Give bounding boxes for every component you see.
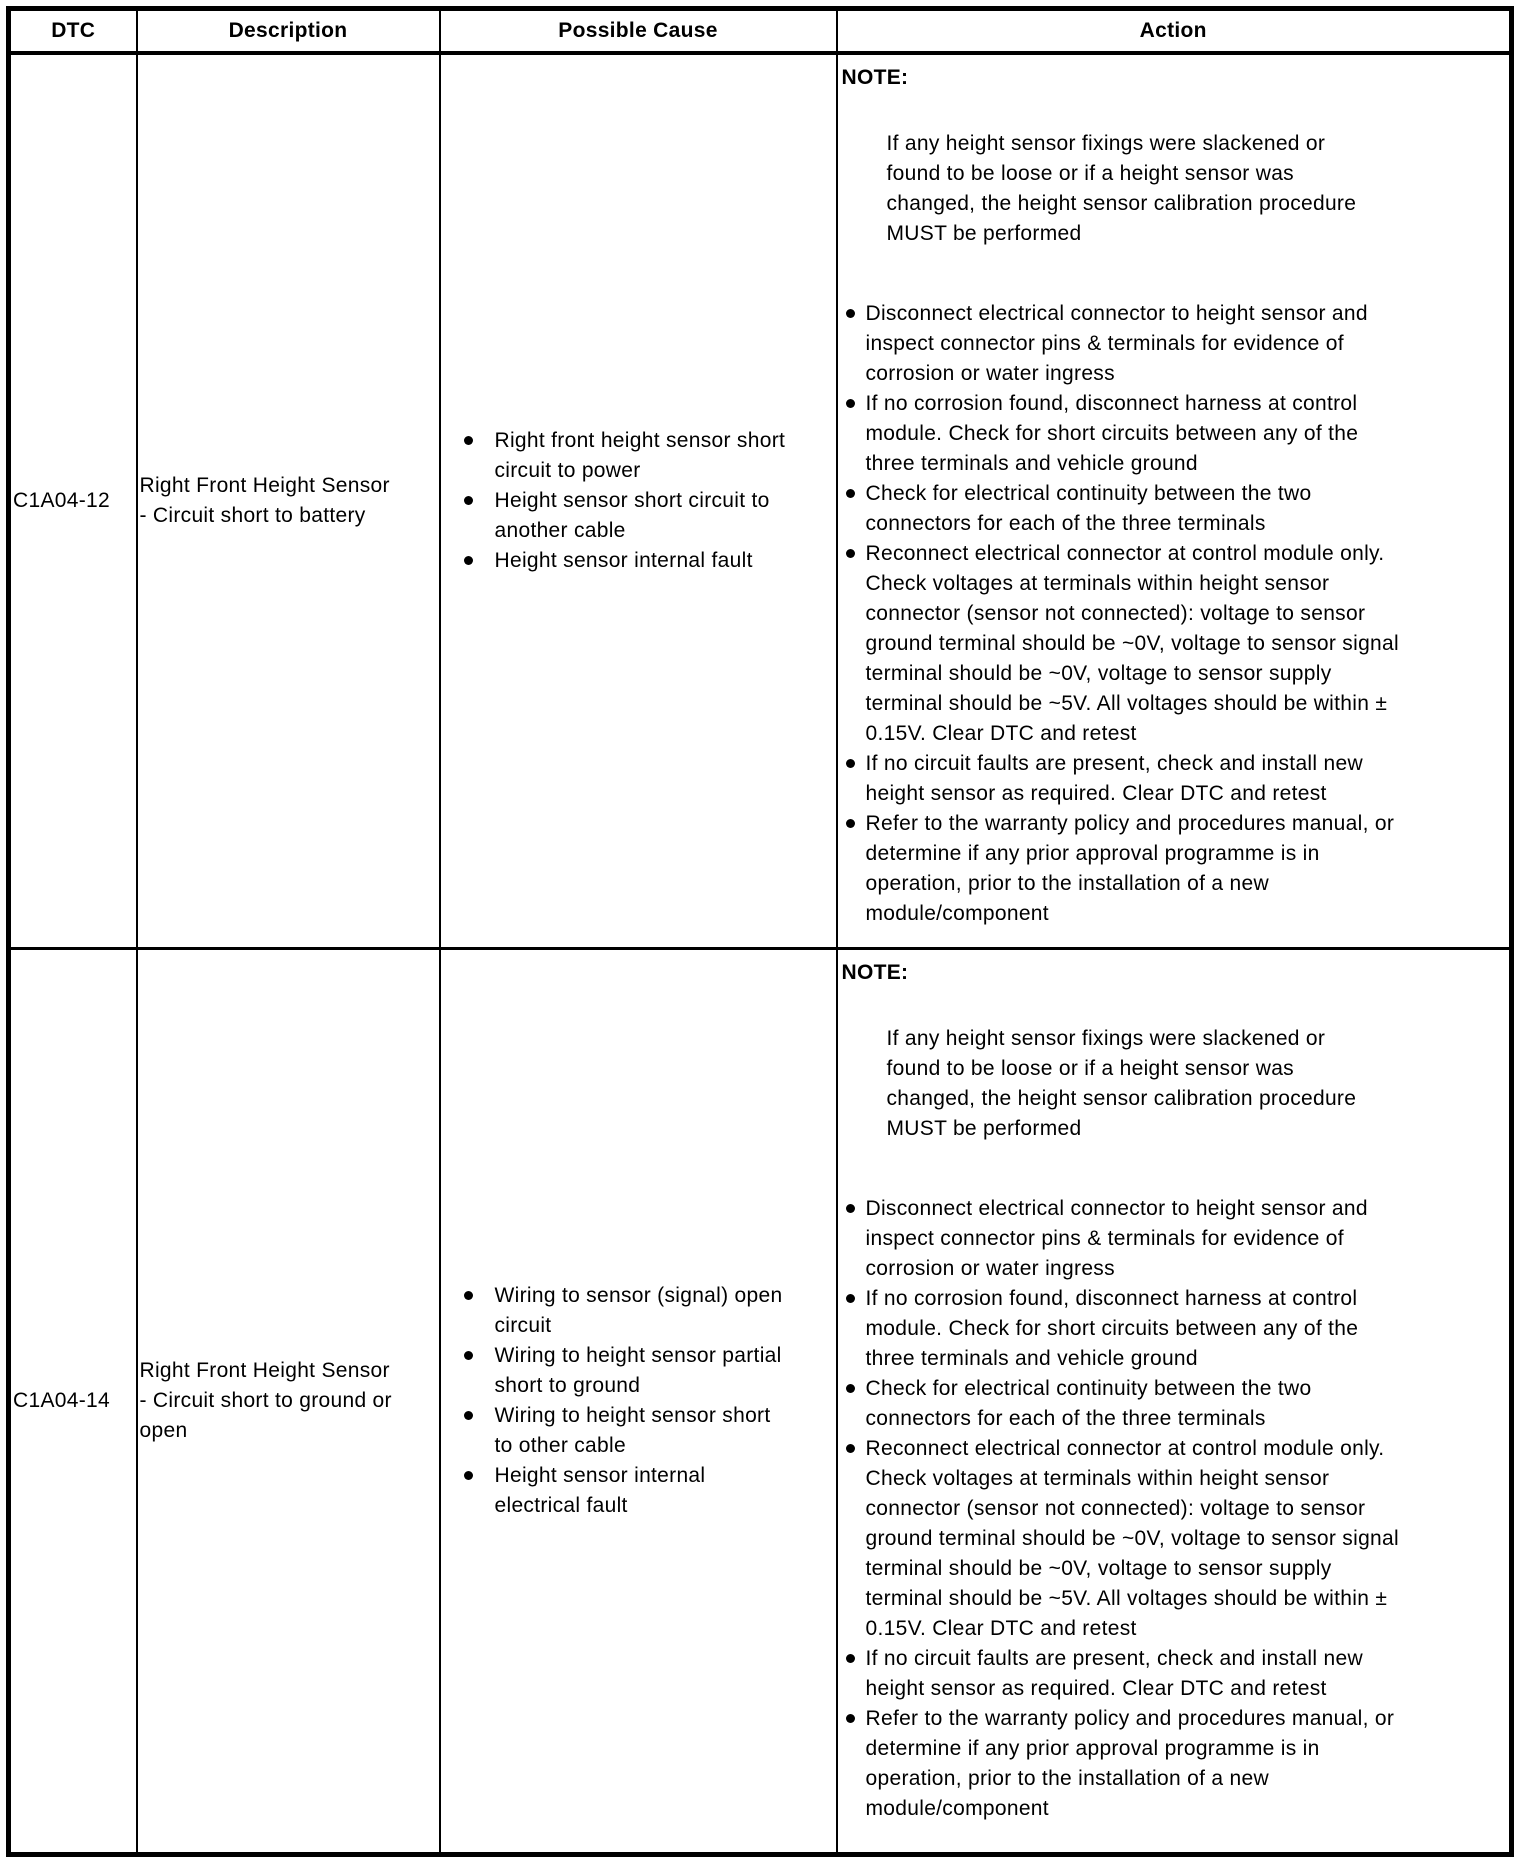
- action-list: [842, 299, 1504, 929]
- action-item: [846, 1704, 1504, 1824]
- action-text: Reconnect electrical connector at control module only. Check voltages at terminals within height sensor connector (sensor not connected): voltage to sensor ground terminal should be ~0V, voltage to sensor signal terminal should be ~0V, voltage to sensor supply terminal should be ~5V. All voltages should be within ± 0.15V. Clear DTC and retest: [865, 542, 1399, 745]
- action-text: If no circuit faults are present, check and install new height sensor as required. Clear DTC and retest: [865, 1647, 1363, 1700]
- bullet-icon: [846, 759, 855, 768]
- action-cell: [837, 53, 1512, 949]
- cause-item: [464, 1401, 830, 1461]
- dtc-code: C1A04-14: [9, 949, 137, 1855]
- possible-cause-cell: [440, 53, 837, 949]
- bullet-icon: [464, 1351, 473, 1360]
- cause-list: [464, 1281, 830, 1521]
- bullet-icon: [846, 1204, 855, 1213]
- action-item: [846, 749, 1504, 809]
- cause-item: [464, 1461, 830, 1521]
- bullet-icon: [846, 1384, 855, 1393]
- col-header-dtc: DTC: [9, 9, 137, 54]
- bullet-icon: [464, 436, 473, 445]
- table-row: [9, 53, 1512, 949]
- action-text: Check for electrical continuity between the two connectors for each of the three terminals: [865, 482, 1312, 535]
- col-header-action: Action: [837, 9, 1512, 54]
- bullet-icon: [846, 489, 855, 498]
- action-text: If no corrosion found, disconnect harness at control module. Check for short circuits between any of the three terminals and vehicle ground: [865, 1287, 1359, 1370]
- action-item: [846, 1434, 1504, 1644]
- action-item: [846, 539, 1504, 749]
- dtc-code: C1A04-12: [9, 53, 137, 949]
- cause-text: Height sensor internal fault: [494, 549, 753, 572]
- cause-text: Wiring to height sensor partial short to ground: [494, 1344, 782, 1397]
- table-row: [9, 949, 1512, 1855]
- bullet-icon: [846, 1294, 855, 1303]
- cause-item: [464, 1341, 830, 1401]
- bullet-icon: [464, 1471, 473, 1480]
- cause-text: Height sensor internal electrical fault: [494, 1464, 706, 1517]
- bullet-icon: [464, 496, 473, 505]
- description-cell: [137, 949, 440, 1855]
- bullet-icon: [846, 549, 855, 558]
- action-text: Check for electrical continuity between the two connectors for each of the three terminals: [865, 1377, 1312, 1430]
- action-text: If no corrosion found, disconnect harness at control module. Check for short circuits between any of the three terminals and vehicle ground: [865, 392, 1359, 475]
- bullet-icon: [846, 399, 855, 408]
- cause-item: [464, 546, 830, 576]
- action-item: [846, 479, 1504, 539]
- cause-text: Wiring to sensor (signal) open circuit: [494, 1284, 783, 1337]
- bullet-icon: [846, 1654, 855, 1663]
- bullet-icon: [846, 309, 855, 318]
- bullet-icon: [846, 1714, 855, 1723]
- bullet-icon: [464, 1411, 473, 1420]
- action-list: [842, 1194, 1504, 1824]
- col-header-description: Description: [137, 9, 440, 54]
- cause-list: [464, 426, 830, 576]
- possible-cause-cell: [440, 949, 837, 1855]
- action-item: [846, 1284, 1504, 1374]
- action-item: [846, 1194, 1504, 1284]
- action-item: [846, 389, 1504, 479]
- action-item: [846, 299, 1504, 389]
- col-header-possible-cause: Possible Cause: [440, 9, 837, 54]
- description-text: Right Front Height Sensor - Circuit short to battery: [139, 474, 390, 527]
- bullet-icon: [464, 556, 473, 565]
- bullet-icon: [846, 1444, 855, 1453]
- action-text: Disconnect electrical connector to height sensor and inspect connector pins & terminals for evidence of corrosion or water ingress: [865, 1197, 1368, 1280]
- action-item: [846, 1644, 1504, 1704]
- cause-text: Wiring to height sensor short to other cable: [494, 1404, 771, 1457]
- note-text: If any height sensor fixings were slackened or found to be loose or if a height sensor was changed, the height sensor calibration procedure MUST be performed: [886, 1027, 1357, 1140]
- cause-text: Height sensor short circuit to another cable: [494, 489, 770, 542]
- note-label: NOTE:: [841, 66, 909, 89]
- description-cell: [137, 53, 440, 949]
- cause-text: Right front height sensor short circuit to power: [494, 429, 786, 482]
- cause-item: [464, 426, 830, 486]
- action-text: Refer to the warranty policy and procedures manual, or determine if any prior approval programme is in operation, prior to the installation of a new module/component: [865, 812, 1395, 925]
- action-text: Refer to the warranty policy and procedures manual, or determine if any prior approval programme is in operation, prior to the installation of a new module/component: [865, 1707, 1395, 1820]
- action-item: [846, 1374, 1504, 1434]
- note-label: NOTE:: [841, 961, 909, 984]
- cause-item: [464, 486, 830, 546]
- bullet-icon: [846, 819, 855, 828]
- header-row: [9, 9, 1512, 54]
- action-cell: [837, 949, 1512, 1855]
- description-text: Right Front Height Sensor - Circuit short to ground or open: [139, 1359, 392, 1442]
- cause-item: [464, 1281, 830, 1341]
- action-text: If no circuit faults are present, check and install new height sensor as required. Clear DTC and retest: [865, 752, 1363, 805]
- note-text: If any height sensor fixings were slackened or found to be loose or if a height sensor was changed, the height sensor calibration procedure MUST be performed: [886, 132, 1357, 245]
- dtc-table: [6, 6, 1514, 1857]
- action-text: Disconnect electrical connector to height sensor and inspect connector pins & terminals for evidence of corrosion or water ingress: [865, 302, 1368, 385]
- bullet-icon: [464, 1291, 473, 1300]
- action-text: Reconnect electrical connector at control module only. Check voltages at terminals within height sensor connector (sensor not connected): voltage to sensor ground terminal should be ~0V, voltage to sensor signal terminal should be ~0V, voltage to sensor supply terminal should be ~5V. All voltages should be within ± 0.15V. Clear DTC and retest: [865, 1437, 1399, 1640]
- action-item: [846, 809, 1504, 929]
